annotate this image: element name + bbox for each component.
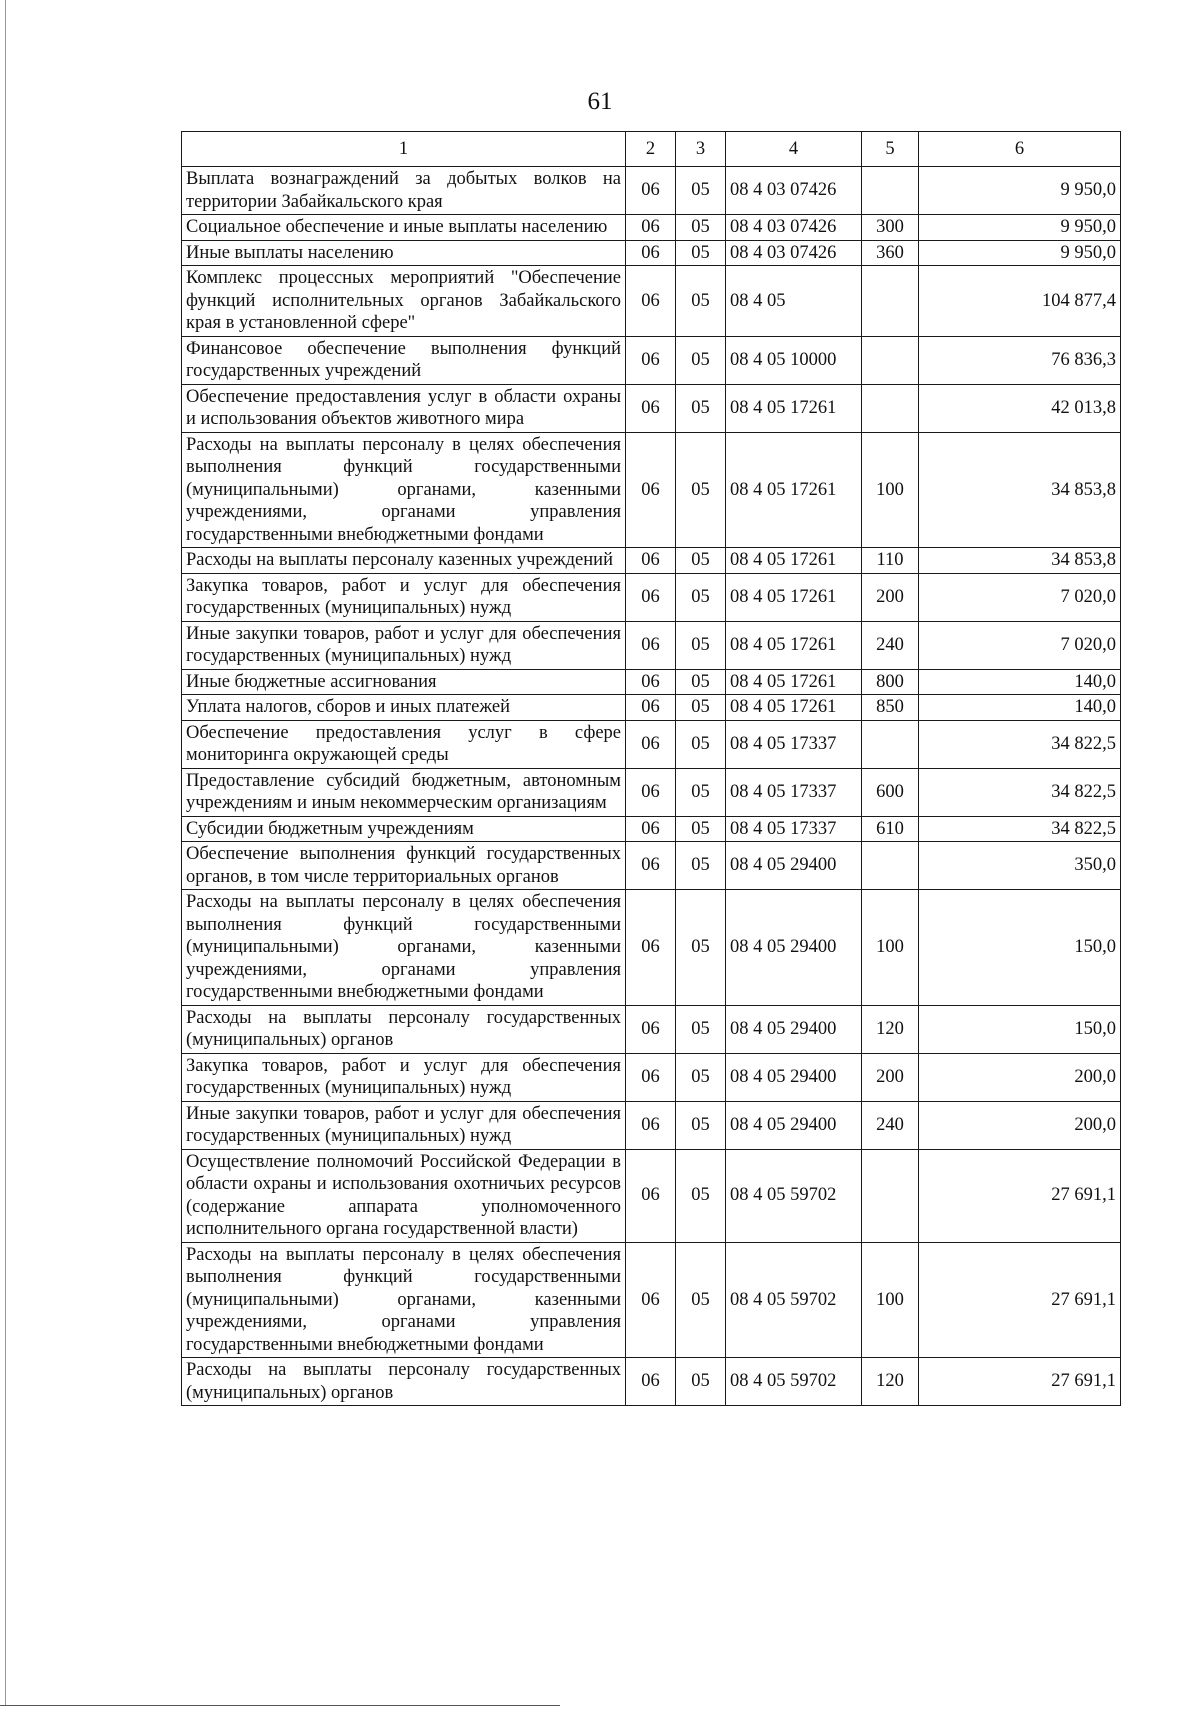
row-amount: 140,0 bbox=[919, 695, 1121, 721]
table-row bbox=[182, 1242, 1121, 1358]
row-expense-type: 300 bbox=[862, 215, 919, 241]
table-row bbox=[182, 720, 1121, 768]
table-body bbox=[182, 167, 1121, 1406]
row-expense-type: 360 bbox=[862, 240, 919, 266]
page-number: 61 bbox=[587, 88, 613, 115]
row-amount: 42 013,8 bbox=[919, 384, 1121, 432]
row-amount: 34 822,5 bbox=[919, 768, 1121, 816]
row-amount: 104 877,4 bbox=[919, 266, 1121, 337]
row-code-3: 05 bbox=[676, 573, 726, 621]
row-code-2: 06 bbox=[626, 621, 676, 669]
table-row bbox=[182, 768, 1121, 816]
row-name: Закупка товаров, работ и услуг для обеспечения государственных (муниципальных) нужд bbox=[182, 573, 626, 621]
row-expense-type bbox=[862, 336, 919, 384]
row-expense-type: 240 bbox=[862, 1101, 919, 1149]
row-code-2: 06 bbox=[626, 573, 676, 621]
row-name: Финансовое обеспечение выполнения функций государственных учреждений bbox=[182, 336, 626, 384]
row-name: Обеспечение предоставления услуг в области охраны и использования объектов животного мира bbox=[182, 384, 626, 432]
row-expense-type: 600 bbox=[862, 768, 919, 816]
row-name: Иные закупки товаров, работ и услуг для обеспечения государственных (муниципальных) нужд bbox=[182, 1101, 626, 1149]
table-row bbox=[182, 890, 1121, 1006]
row-code-3: 05 bbox=[676, 548, 726, 574]
row-code-3: 05 bbox=[676, 695, 726, 721]
table-row bbox=[182, 215, 1121, 241]
row-expense-type: 100 bbox=[862, 432, 919, 548]
row-expense-type: 850 bbox=[862, 695, 919, 721]
row-code-2: 06 bbox=[626, 1053, 676, 1101]
row-amount: 9 950,0 bbox=[919, 240, 1121, 266]
row-code-3: 05 bbox=[676, 1101, 726, 1149]
row-code-2: 06 bbox=[626, 167, 676, 215]
table-row bbox=[182, 669, 1121, 695]
row-expense-type bbox=[862, 167, 919, 215]
table-row bbox=[182, 1005, 1121, 1053]
row-target-code: 08 4 05 59702 bbox=[726, 1149, 862, 1242]
row-amount: 34 822,5 bbox=[919, 816, 1121, 842]
row-target-code: 08 4 05 17261 bbox=[726, 669, 862, 695]
row-amount: 350,0 bbox=[919, 842, 1121, 890]
row-expense-type bbox=[862, 266, 919, 337]
row-expense-type: 110 bbox=[862, 548, 919, 574]
row-amount: 34 853,8 bbox=[919, 548, 1121, 574]
row-name: Иные бюджетные ассигнования bbox=[182, 669, 626, 695]
row-expense-type bbox=[862, 842, 919, 890]
row-name: Субсидии бюджетным учреждениям bbox=[182, 816, 626, 842]
row-target-code: 08 4 05 17337 bbox=[726, 720, 862, 768]
row-code-3: 05 bbox=[676, 1053, 726, 1101]
row-code-3: 05 bbox=[676, 1358, 726, 1406]
row-name: Уплата налогов, сборов и иных платежей bbox=[182, 695, 626, 721]
column-header: 5 bbox=[862, 132, 919, 167]
row-target-code: 08 4 05 17337 bbox=[726, 816, 862, 842]
row-code-3: 05 bbox=[676, 1149, 726, 1242]
row-name: Предоставление субсидий бюджетным, автономным учреждениям и иным некоммерческим организациям bbox=[182, 768, 626, 816]
row-code-2: 06 bbox=[626, 816, 676, 842]
row-code-3: 05 bbox=[676, 720, 726, 768]
row-expense-type: 200 bbox=[862, 1053, 919, 1101]
row-target-code: 08 4 05 29400 bbox=[726, 1101, 862, 1149]
row-code-3: 05 bbox=[676, 669, 726, 695]
row-target-code: 08 4 05 29400 bbox=[726, 890, 862, 1006]
row-expense-type: 120 bbox=[862, 1005, 919, 1053]
row-code-2: 06 bbox=[626, 669, 676, 695]
table-row bbox=[182, 167, 1121, 215]
row-code-2: 06 bbox=[626, 384, 676, 432]
row-code-3: 05 bbox=[676, 432, 726, 548]
row-code-3: 05 bbox=[676, 842, 726, 890]
table-row bbox=[182, 384, 1121, 432]
row-amount: 9 950,0 bbox=[919, 215, 1121, 241]
row-code-2: 06 bbox=[626, 842, 676, 890]
row-code-3: 05 bbox=[676, 384, 726, 432]
row-code-3: 05 bbox=[676, 167, 726, 215]
budget-table bbox=[181, 131, 1121, 1406]
row-code-2: 06 bbox=[626, 1005, 676, 1053]
row-name: Расходы на выплаты персоналу в целях обеспечения выполнения функций государственными (муниципальными) органами, казенными учреждениями, органами управления государственными внебюджетными фондами bbox=[182, 890, 626, 1006]
row-amount: 34 822,5 bbox=[919, 720, 1121, 768]
row-target-code: 08 4 05 59702 bbox=[726, 1358, 862, 1406]
row-amount: 27 691,1 bbox=[919, 1242, 1121, 1358]
row-amount: 150,0 bbox=[919, 1005, 1121, 1053]
row-name: Обеспечение предоставления услуг в сфере мониторинга окружающей среды bbox=[182, 720, 626, 768]
row-amount: 9 950,0 bbox=[919, 167, 1121, 215]
row-code-3: 05 bbox=[676, 816, 726, 842]
row-name: Иные закупки товаров, работ и услуг для обеспечения государственных (муниципальных) нужд bbox=[182, 621, 626, 669]
table-row bbox=[182, 1101, 1121, 1149]
row-name: Осуществление полномочий Российской Федерации в области охраны и использования охотничьих ресурсов (содержание аппарата уполномоченного исполнительного органа государственной власти) bbox=[182, 1149, 626, 1242]
row-name: Расходы на выплаты персоналу государственных (муниципальных) органов bbox=[182, 1358, 626, 1406]
row-amount: 140,0 bbox=[919, 669, 1121, 695]
column-header: 3 bbox=[676, 132, 726, 167]
row-code-2: 06 bbox=[626, 890, 676, 1006]
table-row bbox=[182, 240, 1121, 266]
row-name: Расходы на выплаты персоналу в целях обеспечения выполнения функций государственными (муниципальными) органами, казенными учреждениями, органами управления государственными внебюджетными фондами bbox=[182, 432, 626, 548]
row-code-2: 06 bbox=[626, 1101, 676, 1149]
row-expense-type: 800 bbox=[862, 669, 919, 695]
row-expense-type: 120 bbox=[862, 1358, 919, 1406]
row-code-2: 06 bbox=[626, 215, 676, 241]
row-code-2: 06 bbox=[626, 720, 676, 768]
table-row bbox=[182, 1053, 1121, 1101]
scan-artifact-line bbox=[0, 1705, 560, 1706]
column-header: 6 bbox=[919, 132, 1121, 167]
row-target-code: 08 4 05 17261 bbox=[726, 432, 862, 548]
row-target-code: 08 4 05 17261 bbox=[726, 573, 862, 621]
row-target-code: 08 4 05 59702 bbox=[726, 1242, 862, 1358]
row-target-code: 08 4 05 17261 bbox=[726, 548, 862, 574]
row-code-2: 06 bbox=[626, 336, 676, 384]
row-amount: 27 691,1 bbox=[919, 1149, 1121, 1242]
row-target-code: 08 4 05 17261 bbox=[726, 695, 862, 721]
header-row bbox=[182, 132, 1121, 167]
row-target-code: 08 4 05 29400 bbox=[726, 842, 862, 890]
scan-artifact-line bbox=[5, 0, 6, 1705]
row-code-2: 06 bbox=[626, 1149, 676, 1242]
row-code-3: 05 bbox=[676, 621, 726, 669]
row-target-code: 08 4 03 07426 bbox=[726, 215, 862, 241]
row-target-code: 08 4 05 29400 bbox=[726, 1005, 862, 1053]
row-code-2: 06 bbox=[626, 240, 676, 266]
row-name: Социальное обеспечение и иные выплаты населению bbox=[182, 215, 626, 241]
row-expense-type: 100 bbox=[862, 890, 919, 1006]
row-target-code: 08 4 03 07426 bbox=[726, 240, 862, 266]
row-amount: 7 020,0 bbox=[919, 573, 1121, 621]
row-code-3: 05 bbox=[676, 266, 726, 337]
row-amount: 150,0 bbox=[919, 890, 1121, 1006]
table-row bbox=[182, 1149, 1121, 1242]
row-code-2: 06 bbox=[626, 768, 676, 816]
table-row bbox=[182, 695, 1121, 721]
row-amount: 7 020,0 bbox=[919, 621, 1121, 669]
table-row bbox=[182, 336, 1121, 384]
row-name: Обеспечение выполнения функций государственных органов, в том числе территориальных органов bbox=[182, 842, 626, 890]
table-header bbox=[182, 132, 1121, 167]
column-header: 2 bbox=[626, 132, 676, 167]
table-row bbox=[182, 842, 1121, 890]
row-name: Выплата вознаграждений за добытых волков на территории Забайкальского края bbox=[182, 167, 626, 215]
row-expense-type: 610 bbox=[862, 816, 919, 842]
row-code-3: 05 bbox=[676, 768, 726, 816]
row-code-3: 05 bbox=[676, 890, 726, 1006]
row-code-2: 06 bbox=[626, 266, 676, 337]
row-target-code: 08 4 05 bbox=[726, 266, 862, 337]
row-amount: 27 691,1 bbox=[919, 1358, 1121, 1406]
table-row bbox=[182, 1358, 1121, 1406]
table-row bbox=[182, 816, 1121, 842]
row-target-code: 08 4 03 07426 bbox=[726, 167, 862, 215]
row-code-3: 05 bbox=[676, 336, 726, 384]
row-target-code: 08 4 05 10000 bbox=[726, 336, 862, 384]
table-row bbox=[182, 432, 1121, 548]
column-header: 4 bbox=[726, 132, 862, 167]
row-code-2: 06 bbox=[626, 695, 676, 721]
row-code-2: 06 bbox=[626, 1242, 676, 1358]
row-amount: 76 836,3 bbox=[919, 336, 1121, 384]
row-expense-type bbox=[862, 720, 919, 768]
row-name: Иные выплаты населению bbox=[182, 240, 626, 266]
row-name: Комплекс процессных мероприятий "Обеспечение функций исполнительных органов Забайкальского края в установленной сфере" bbox=[182, 266, 626, 337]
row-expense-type bbox=[862, 384, 919, 432]
row-amount: 34 853,8 bbox=[919, 432, 1121, 548]
table-row bbox=[182, 266, 1121, 337]
row-code-3: 05 bbox=[676, 1242, 726, 1358]
row-code-2: 06 bbox=[626, 1358, 676, 1406]
row-amount: 200,0 bbox=[919, 1101, 1121, 1149]
row-name: Расходы на выплаты персоналу в целях обеспечения выполнения функций государственными (муниципальными) органами, казенными учреждениями, органами управления государственными внебюджетными фондами bbox=[182, 1242, 626, 1358]
row-amount: 200,0 bbox=[919, 1053, 1121, 1101]
row-code-3: 05 bbox=[676, 240, 726, 266]
row-target-code: 08 4 05 17261 bbox=[726, 621, 862, 669]
row-expense-type: 200 bbox=[862, 573, 919, 621]
table-row bbox=[182, 548, 1121, 574]
row-code-2: 06 bbox=[626, 432, 676, 548]
table-row bbox=[182, 621, 1121, 669]
row-code-3: 05 bbox=[676, 1005, 726, 1053]
row-name: Закупка товаров, работ и услуг для обеспечения государственных (муниципальных) нужд bbox=[182, 1053, 626, 1101]
row-name: Расходы на выплаты персоналу казенных учреждений bbox=[182, 548, 626, 574]
row-expense-type: 240 bbox=[862, 621, 919, 669]
row-name: Расходы на выплаты персоналу государственных (муниципальных) органов bbox=[182, 1005, 626, 1053]
row-target-code: 08 4 05 29400 bbox=[726, 1053, 862, 1101]
row-code-2: 06 bbox=[626, 548, 676, 574]
row-target-code: 08 4 05 17337 bbox=[726, 768, 862, 816]
row-expense-type: 100 bbox=[862, 1242, 919, 1358]
row-expense-type bbox=[862, 1149, 919, 1242]
row-target-code: 08 4 05 17261 bbox=[726, 384, 862, 432]
table-row bbox=[182, 573, 1121, 621]
row-code-3: 05 bbox=[676, 215, 726, 241]
column-header: 1 bbox=[182, 132, 626, 167]
